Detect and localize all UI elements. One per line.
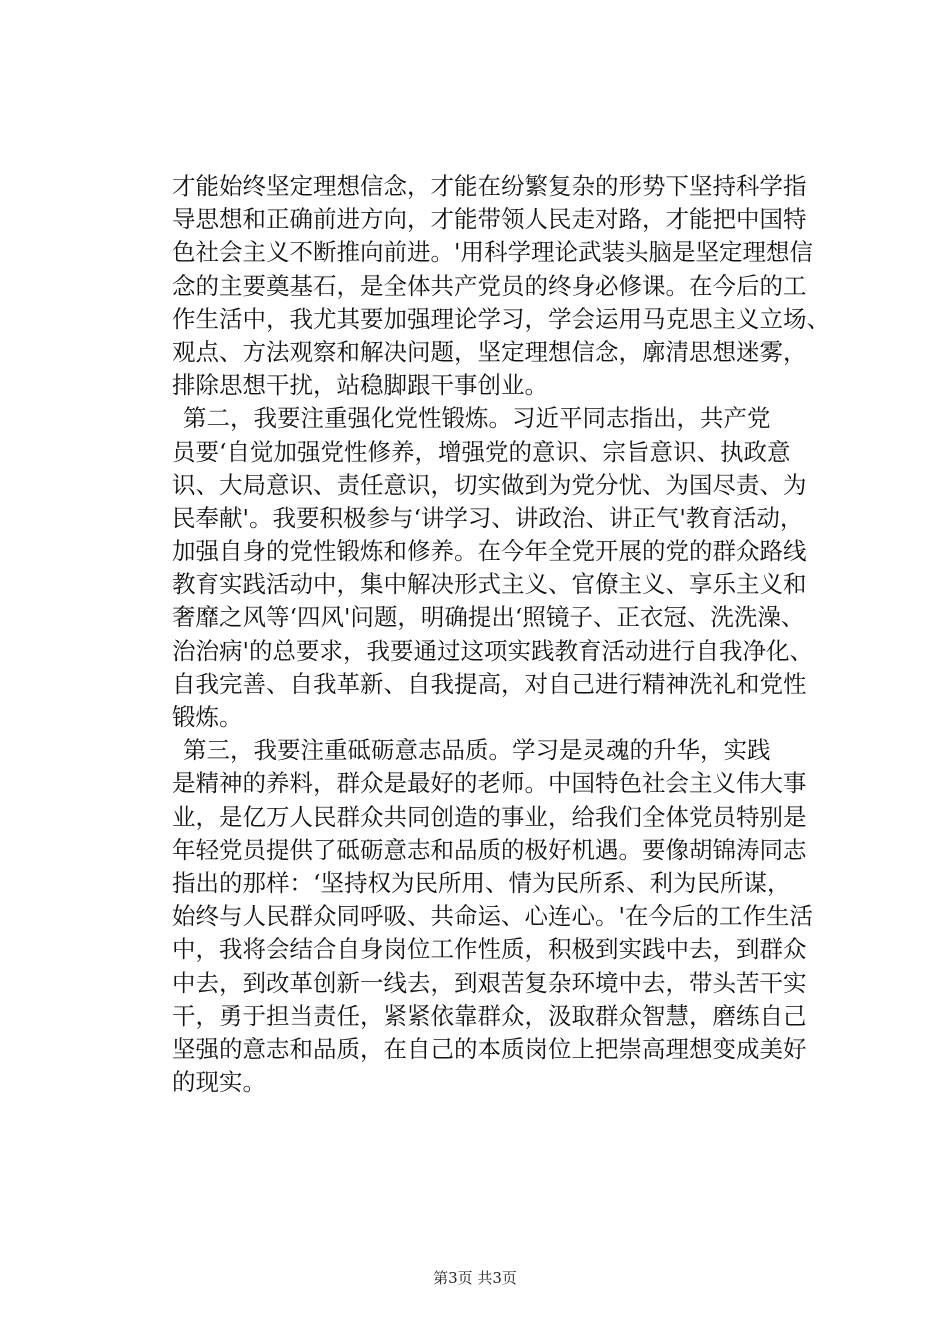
text-line: 民奉献'。我要积极参与‘讲学习、讲政治、讲正气'教育活动， <box>172 503 804 532</box>
text-line: 作生活中，我尤其要加强理论学习，学会运用马克思主义立场、 <box>172 304 830 333</box>
text-line: 排除思想干扰，站稳脚跟干事创业。 <box>172 371 548 400</box>
text-line: 教育实践活动中，集中解决形式主义、官僚主义、享乐主义和 <box>172 570 807 599</box>
page-footer <box>0 1268 950 1288</box>
paragraph-start-line: 第二，我要注重强化党性锻炼。习近平同志指出，共产党 <box>183 404 771 433</box>
text-line: 指出的那样：‘坚持权为民所用、情为民所系、利为民所谋， <box>172 868 791 897</box>
text-line: 念的主要奠基石，是全体共产党员的终身必修课。在今后的工 <box>172 271 807 300</box>
text-line: 中，我将会结合自身岗位工作性质，积极到实践中去，到群众 <box>172 935 807 964</box>
text-line: 色社会主义不断推向前进。'用科学理论武装头脑是坚定理想信 <box>172 238 813 267</box>
text-line: 的现实。 <box>172 1068 266 1097</box>
text-line: 治治病'的总要求，我要通过这项实践教育活动进行自我净化、 <box>172 636 813 665</box>
text-line: 加强自身的党性锻炼和修养。在今年全党开展的党的群众路线 <box>172 537 807 566</box>
text-line: 员要‘自觉加强党性修养，增强党的意识、宗旨意识、执政意 <box>172 437 791 466</box>
text-line: 年轻党员提供了砥砺意志和品质的极好机遇。要像胡锦涛同志 <box>172 835 807 864</box>
document-body <box>172 170 830 1099</box>
text-line: 识、大局意识、责任意识，切实做到为党分忧、为国尽责、为 <box>172 470 807 499</box>
paragraph-start-line: 第三，我要注重砥砺意志品质。学习是灵魂的升华，实践 <box>183 736 771 765</box>
text-line: 奢靡之风等‘四风'问题，明确提出‘照镜子、正衣冠、洗洗澡、 <box>172 603 805 632</box>
text-line: 自我完善、自我革新、自我提高，对自己进行精神洗礼和党性 <box>172 669 807 698</box>
text-line: 是精神的养料，群众是最好的老师。中国特色社会主义伟大事 <box>172 769 807 798</box>
text-line: 锻炼。 <box>172 703 243 731</box>
text-line: 始终与人民群众同呼吸、共命运、心连心。'在今后的工作生活 <box>172 902 813 931</box>
text-line: 中去，到改革创新一线去，到艰苦复杂环境中去，带头苦干实 <box>172 968 807 997</box>
text-line: 干，勇于担当责任，紧紧依靠群众，汲取群众智慧，磨练自己 <box>172 1001 807 1030</box>
page-number-label: 第3页 共3页 <box>433 1269 517 1287</box>
text-line: 才能始终坚定理想信念，才能在纷繁复杂的形势下坚持科学指 <box>172 172 807 200</box>
text-line: 导思想和正确前进方向，才能带领人民走对路，才能把中国特 <box>172 205 807 234</box>
text-line: 坚强的意志和品质，在自己的本质岗位上把崇高理想变成美好 <box>172 1034 807 1063</box>
text-line: 观点、方法观察和解决问题，坚定理想信念，廓清思想迷雾， <box>172 337 807 366</box>
text-line: 业，是亿万人民群众共同创造的事业，给我们全体党员特别是 <box>172 802 807 831</box>
